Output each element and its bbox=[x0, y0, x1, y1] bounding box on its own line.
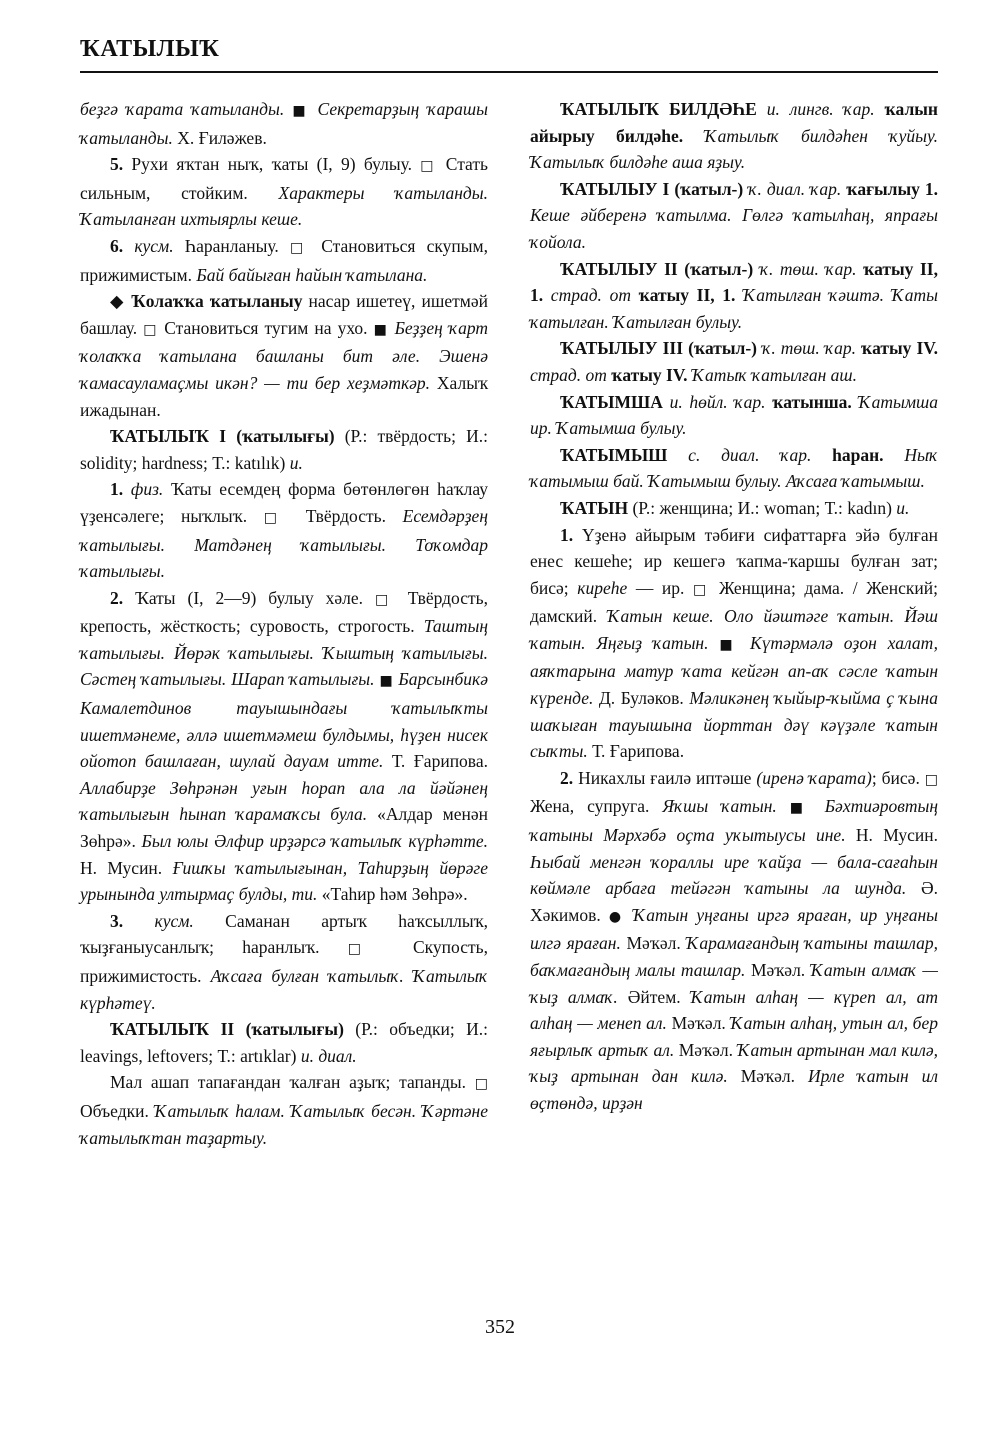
entry-paragraph: Мал ашап тапағандан ҡалған аҙыҡ; тапанды. □ Объедки. Ҡатылыҡ һалам. Ҡатылыҡ бесән. Ҡәртәне ҡатылыҡтан таҙартыу. bbox=[80, 1072, 488, 1148]
entry-paragraph: 1. физ. Ҡаты есемдең форма бөтөнлөгөн һаҡлау үҙенсәлеге; ныҡлыҡ. □ Твёрдость. Есемдәрҙең ҡатылығы. Матдәнең ҡатылығы. Тоҡомдар ҡатылығы. bbox=[80, 479, 489, 582]
running-head: ҠАТЫЛЫҠ bbox=[80, 36, 220, 62]
entry-paragraph: ҠАТЫМЫШ с. диал. ҡар. һаран. Ныҡ ҡатымыш бай. Ҡатымыш булыу. Аҡсаға ҡатымыш. bbox=[530, 444, 939, 492]
entry-paragraph: ҠАТЫЛЫҠ I (ҡатылығы) (Р.: твёрдость; И.: solidity; hardness; Т.: katılık) и. bbox=[80, 426, 489, 473]
entry-paragraph: ҠАТЫЛЫҠ II (ҡатылығы) (Р.: объедки; И.: leavings, leftovers; Т.: artıklar) и. диал. bbox=[80, 1019, 489, 1066]
entry-paragraph: 6. кусм. Һаранланыу. □ Становиться скупым, прижимистым. Бай байыған һайын ҡатылана. bbox=[80, 235, 488, 285]
entry-paragraph: ◆ Ҡолаҡҡа ҡатыланыу насар ишетеү, ишетмәй башлау. □ Становиться тугим на ухо. ■ Беҙҙең ҡарт ҡолаҡҡа ҡатылана башланы бит әле. Эшенә ҡамасауламаҫмы икән? — ти бер хеҙмәткәр. Халыҡ ижадынан. bbox=[80, 291, 488, 420]
entry-paragraph: 2. Никахлы ғаилә иптәше (иренә ҡарата); бисә. □ Жена, супруга. Яҡшы ҡатын. ■ Бәхтиәровтың ҡатыны Мәрхәбә оҫта уҡытыусы ине. Н. Мусин. Һыбай менгән ҡораллы ире ҡайҙа — бала-сағаһын көймәле арбаға тейәгән ҡатыны ла шунда. Ә. Хәкимов. ● Ҡатын уңғаны иргә яраған, ир уңғаны илгә яраған. Мәҡәл. Ҡарамағандың ҡатыны ташлар, баҡмағандың малы ташлар. Мәҡәл. Ҡатын алмаҡ — ҡыҙ алмаҡ. Әйтем. Ҡатын алһаң — күреп ал, ат алһаң — менеп ал. Мәҡәл. Ҡатын алһаң, утын ал, бер яғырлыҡ артыҡ ал. Мәҡәл. Ҡатын артынан мал килә, ҡыҙ артынан дан килә. Мәҡәл. Ирле ҡатын ил өҫтөндә, ирҙән bbox=[530, 767, 939, 1113]
entry-paragraph: 3. кусм. Саманан артыҡ һаҡсыллыҡ, ҡыҙғаныусанлыҡ; һаранлыҡ. □ Скупость, прижимистость. Аҡсаға булған ҡатылыҡ. Ҡатылыҡ күрһәтеү. bbox=[80, 910, 489, 1013]
entry-paragraph: ҠАТЫЛЫУ II (ҡатыл-) ҡ. төш. ҡар. ҡатыу II, 1. страд. от ҡатыу II, 1. Ҡатылған ҡәштә. Ҡаты ҡатылған. Ҡатылған булыу. bbox=[530, 258, 939, 332]
entry-paragraph: 5. Рухи яҡтан ныҡ, ҡаты (I, 9) булыу. □ Стать сильным, стойким. Характеры ҡатыланды. Ҡатыланған ихтыярлы кеше. bbox=[80, 154, 488, 230]
right-column bbox=[530, 96, 938, 1117]
entry-paragraph: 2. Ҡаты (I, 2—9) булыу хәле. □ Твёрдость, крепость, жёсткость; суровость, строгость. Таштың ҡатылығы. Йөрәк ҡатылығы. Ҡыштың ҡатылығы. Сәстең ҡатылығы. Шарап ҡатылығы. ■ Барсынбикә Камалетдинов тауышындағы ҡатылыҡты ишетмәнеме, әллә ишетмәмеш булдымы, һүҙен нисек ойотоп башлаған, шулай дауам итте. Т. Ғарипова. Аллабирҙе Зөһрәнән уғын һорап ала ла йәйәнең ҡатылығын һынап ҡарамаҡсы була. «Алдар менән Зөһрә». Был юлы Әлфир ирҙәрсә ҡатылыҡ күрһәтте. Н. Мусин. Ғишҡы ҡатылығынан, Таһирҙың йөрәге урынында ултырмаҫ булды, ти. «Таһир һәм Зөһрә». bbox=[80, 587, 489, 905]
entry-paragraph: ҠАТЫЛЫҠ БИЛДӘҺЕ и. лингв. ҡар. ҡалын айырыу билдәһе. Ҡатылыҡ билдәһен ҡуйыу. Ҡатылыҡ билдәһе аша яҙыу. bbox=[530, 99, 939, 173]
entry-paragraph: ҠАТЫМША и. һөйл. ҡар. ҡатынша. Ҡатымша ир. Ҡатымша булыу. bbox=[530, 391, 938, 439]
header-rule bbox=[80, 71, 938, 73]
entry-paragraph: беҙгә ҡарата ҡатыланды. ■ Секретарҙың ҡарашы ҡатыланды. Х. Ғиләжев. bbox=[80, 99, 488, 148]
page-number: 352 bbox=[485, 1316, 515, 1338]
entry-paragraph: 1. Үҙенә айырым тәбиғи сифаттарға эйә булған енес кешеһе; ир кешегә ҡапма-ҡаршы булған зат; бисә; киреһе — ир. □ Женщина; дама. / Женский; дамский. Ҡатын кеше. Оло йәштәге ҡатын. Йәш ҡатын. Яңғыҙ ҡатын. ■ Күтәрмәлә оҙон халат, аяҡтарына матур ҡата кейгән ап-аҡ сәсле ҡатын күренде. Д. Буләков. Мәликәнең ҡыйыр-ҡыйма ҫ ҡына шаҡыған тауышына йорттан дәү кәүҙәле ҡатын сыҡты. Т. Ғарипова. bbox=[530, 524, 939, 762]
left-column bbox=[80, 96, 488, 1151]
entry-paragraph: ҠАТЫЛЫУ I (ҡатыл-) ҡ. диал. ҡар. ҡағылыу 1. Кеше әйберенә ҡатылма. Гөлгә ҡатылһаң, япрағы ҡойола. bbox=[530, 178, 939, 252]
entry-paragraph: ҠАТЫН (Р.: женщина; И.: woman; Т.: kadın) и. bbox=[560, 497, 910, 518]
entry-paragraph: ҠАТЫЛЫУ III (ҡатыл-) ҡ. төш. ҡар. ҡатыу IV. страд. от ҡатыу IV. Ҡатыҡ ҡатылған аш. bbox=[530, 338, 939, 385]
